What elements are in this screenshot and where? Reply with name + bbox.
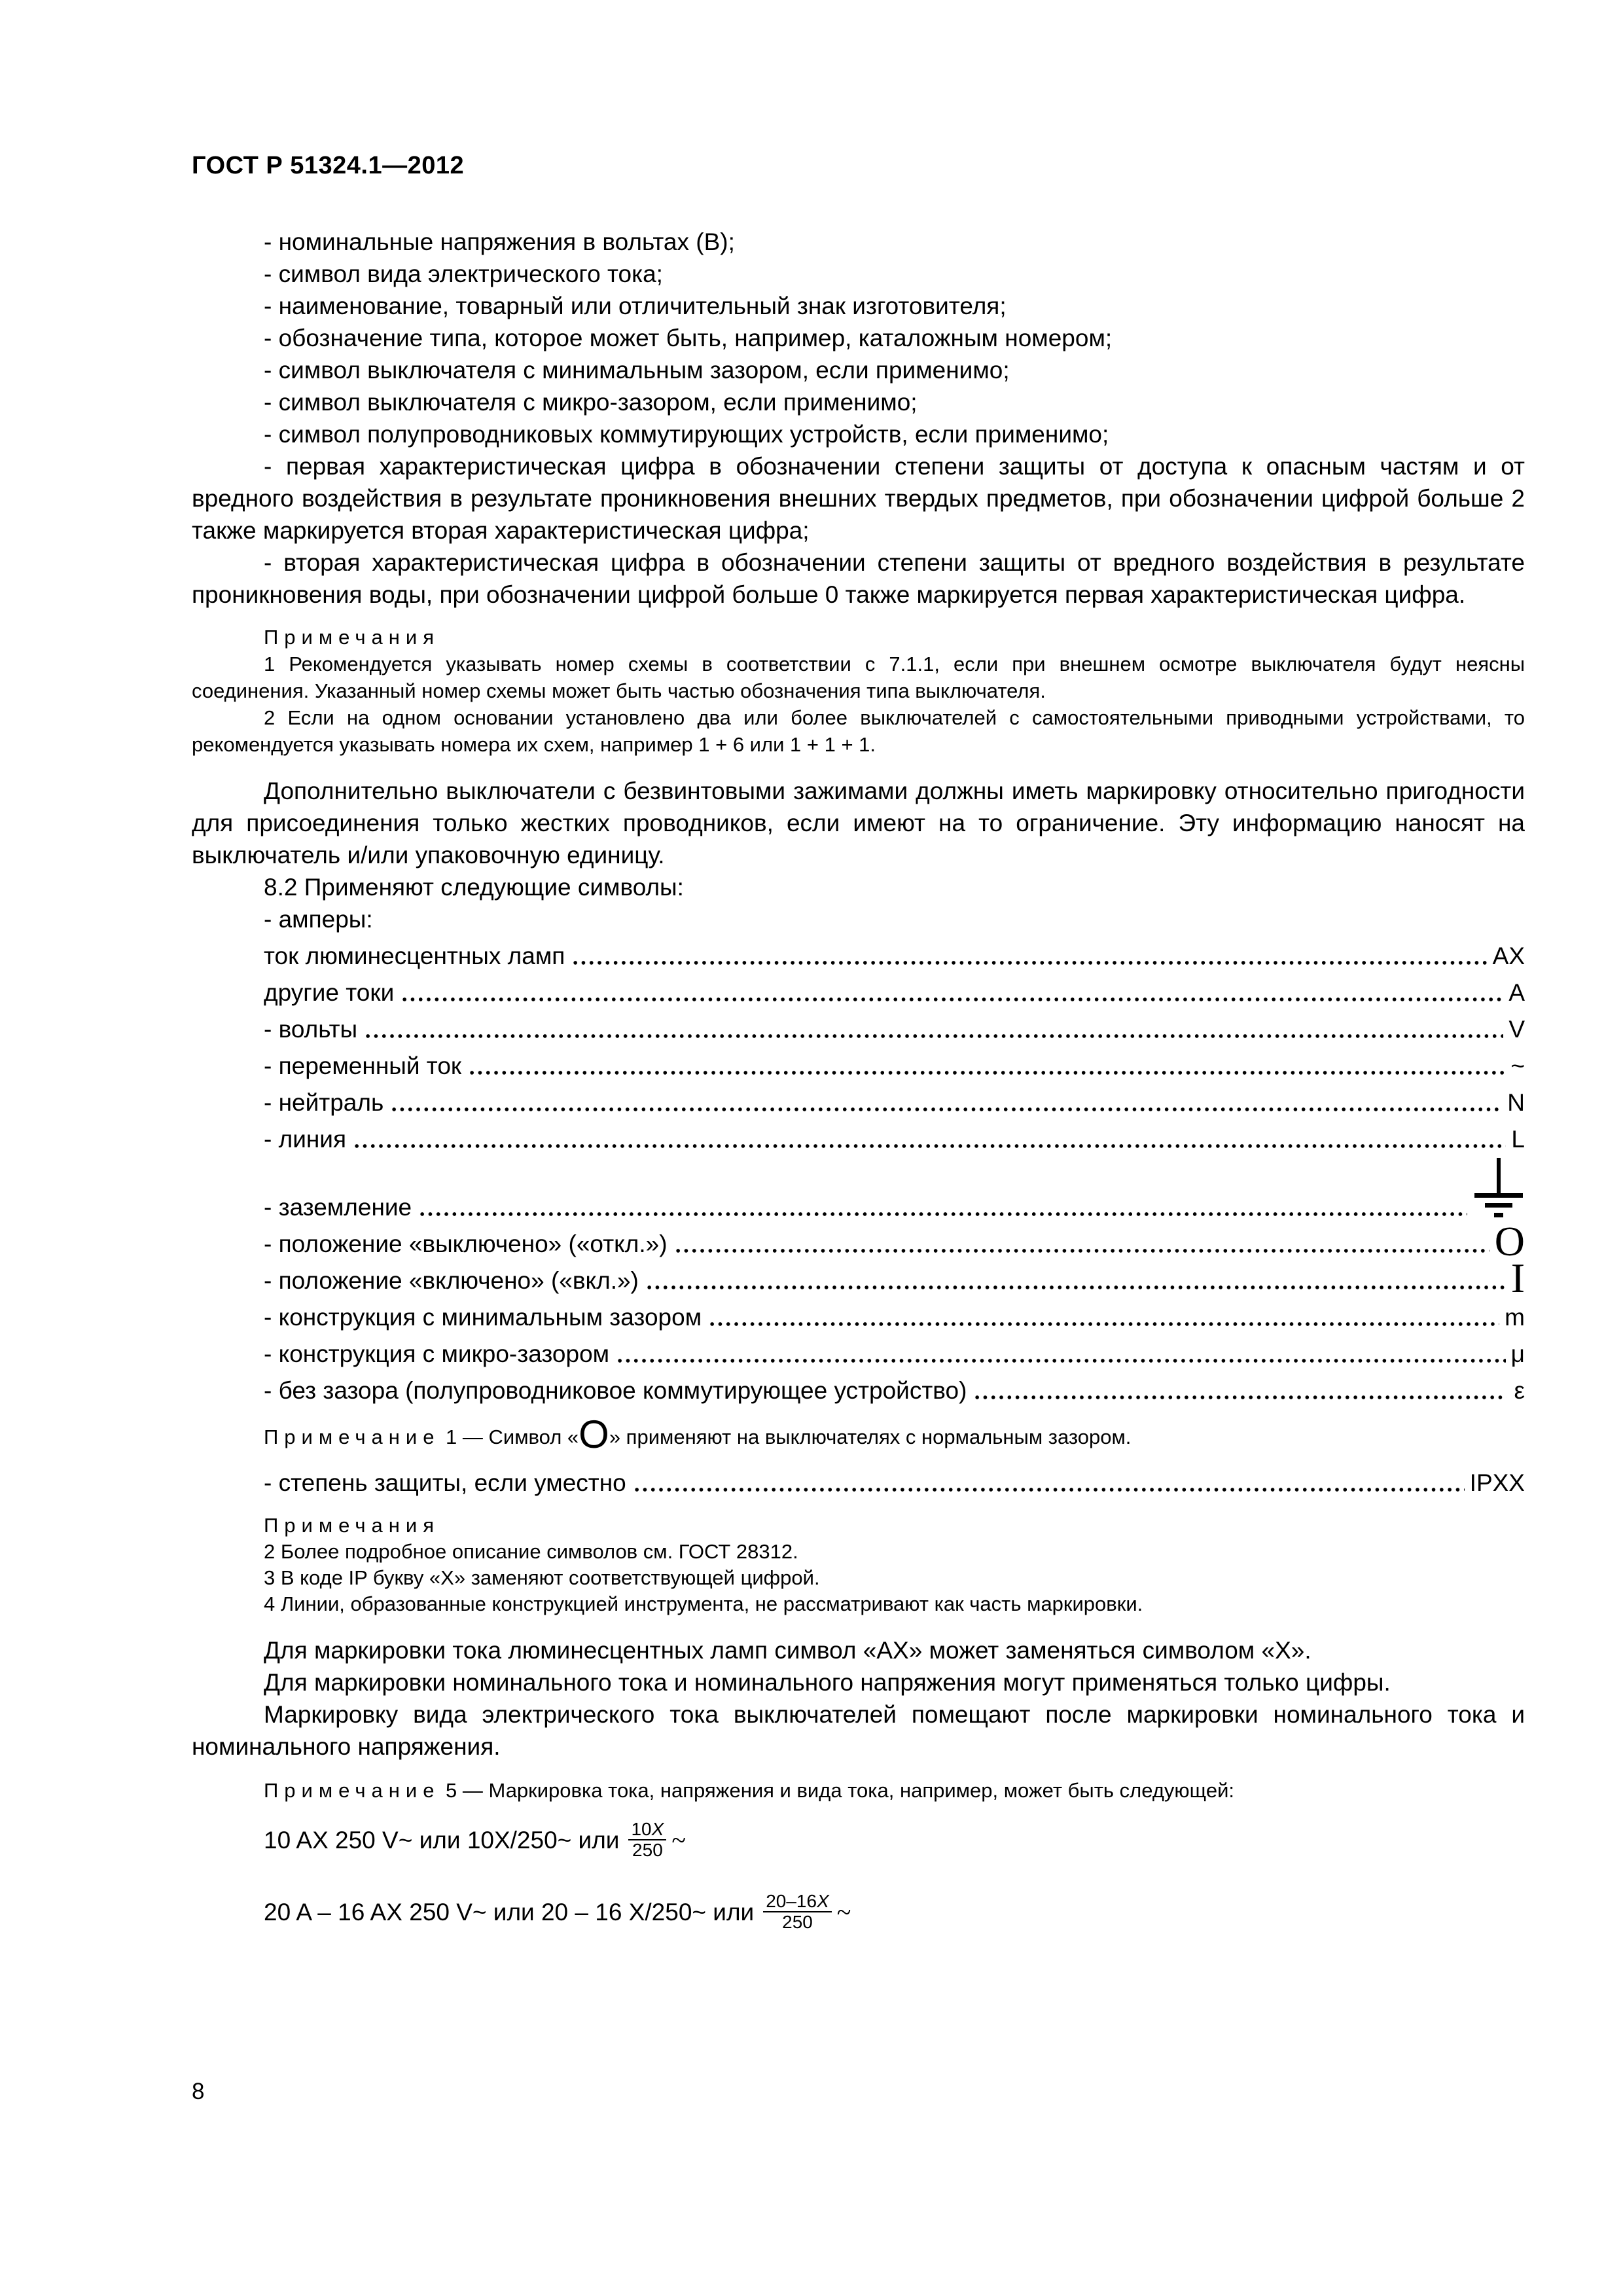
dot-leader: [973, 1395, 1507, 1399]
fraction: [763, 1892, 832, 1932]
amperes-label: - амперы:: [264, 906, 373, 933]
dot-leader: [353, 1144, 1506, 1148]
symbol-label: - конструкция с минимальным зазором: [264, 1304, 702, 1331]
note-1-symbol: O: [579, 1412, 609, 1456]
symbol-label: - вольты: [264, 1016, 358, 1043]
symbol-label: - конструкция с микро-зазором: [264, 1340, 610, 1367]
formula-example: [192, 1804, 1525, 1876]
paragraph-first-digit: - первая характеристическая цифра в обозначении степени защиты от доступа к опасным частям и от вредного воздействия в результате проникновения внешних твердых предметов, при обозначении цифрой больше 2 также маркируется вторая характеристическая цифра;: [192, 453, 1525, 544]
paragraph-digits-only: Для маркировки номинального тока и номинального напряжения могут применяться только цифры.: [264, 1669, 1391, 1696]
note-item: 2 Более подробное описание символов см. ГОСТ 28312.: [264, 1540, 798, 1563]
symbol-row: [192, 1082, 1525, 1119]
notes-heading: Примечания: [264, 1514, 440, 1537]
symbol-value: m: [1505, 1304, 1525, 1331]
symbol-row: [192, 1370, 1525, 1407]
list-item: - символ выключателя с минимальным зазором, если применимо;: [264, 357, 1010, 384]
fraction-variable: X: [651, 1819, 664, 1839]
symbol-label: - положение «выключено» («откл.»): [264, 1230, 668, 1257]
alternating-current-symbol: ~: [836, 1897, 851, 1927]
list-item: - символ вида электрического тока;: [264, 260, 663, 287]
note-item: 1 Рекомендуется указывать номер схемы в соответствии с 7.1.1, если при внешнем осмотре выключателя будут неясны соединения. Указанный номер схемы может быть частью обозначения типа выключателя.: [192, 653, 1525, 702]
notes-heading: Примечания: [264, 626, 440, 649]
dot-leader: [633, 1488, 1465, 1492]
symbol-value: V: [1508, 1016, 1525, 1043]
fraction: [628, 1820, 666, 1860]
dot-leader: [645, 1285, 1506, 1289]
paragraph-current-kind: Маркировку вида электрического тока выключателей помещают после маркировки номинального тока и номинального напряжения.: [192, 1701, 1525, 1760]
symbol-value: μ: [1510, 1340, 1525, 1367]
symbol-label: - линия: [264, 1126, 346, 1153]
note-5-prefix: Примечание: [264, 1779, 440, 1802]
page-body: [192, 226, 1525, 1948]
paragraph-ax-replace: Для маркировки тока люминесцентных ламп символ «AX» может заменяться символом «X».: [264, 1637, 1311, 1664]
symbol-value: AX: [1492, 942, 1525, 969]
symbol-row: [192, 1045, 1525, 1082]
dot-leader: [616, 1359, 1506, 1363]
note-item: 2 Если на одном основании установлено два или более выключателей с самостоятельными приводными устройствами, то рекомендуется указывать номера их схем, например 1 + 6 или 1 + 1 + 1.: [192, 706, 1525, 756]
paragraph-screwless: Дополнительно выключатели с безвинтовыми зажимами должны иметь маркировку относительно пригодности для присоединения только жестких проводников, если имеют на то ограничение. Эту информацию наносят на выключатель и/или упаковочную единицу.: [192, 778, 1525, 869]
dot-leader: [390, 1107, 1502, 1111]
document-header: ГОСТ Р 51324.1—2012: [192, 152, 465, 179]
symbol-label: - степень защиты, если уместно: [264, 1469, 626, 1496]
dot-leader: [674, 1249, 1489, 1253]
symbol-label: - нейтраль: [264, 1089, 384, 1116]
symbol-row: [192, 1218, 1525, 1265]
symbol-value: N: [1507, 1089, 1525, 1116]
symbol-row: [192, 1119, 1525, 1155]
symbol-value: A: [1508, 979, 1525, 1006]
symbol-value: L: [1511, 1126, 1525, 1153]
fraction-variable: X: [817, 1891, 829, 1911]
symbol-value: ε: [1514, 1377, 1525, 1404]
fraction-numerator: 10: [631, 1819, 652, 1839]
page-number: 8: [192, 2079, 205, 2104]
protection-degree-row: [192, 1462, 1525, 1499]
paragraph-second-digit: - вторая характеристическая цифра в обозначении степени защиты от вредного воздействия в результате проникновения воды, при обозначении цифрой больше 0 также маркируется первая характеристическая цифра.: [192, 549, 1525, 608]
symbol-row: [192, 972, 1525, 1009]
note-1: [192, 1412, 1525, 1456]
dot-leader: [571, 961, 1487, 965]
formula-text: 20 A – 16 AX 250 V~ или 20 – 16 X/250~ или: [264, 1898, 755, 1926]
symbol-label: ток люминесцентных ламп: [264, 942, 565, 969]
symbol-label: - положение «включено» («вкл.»): [264, 1267, 639, 1294]
note-5: [192, 1777, 1525, 1804]
formula-example: [192, 1876, 1525, 1948]
section-heading-8-2: 8.2 Применяют следующие символы:: [264, 874, 684, 901]
note-item: 3 В коде IP букву «X» заменяют соответствующей цифрой.: [264, 1566, 820, 1589]
symbol-row: [192, 935, 1525, 972]
symbol-row: [192, 1255, 1525, 1301]
symbol-value: ~: [1510, 1052, 1525, 1079]
off-position-symbol: O: [1494, 1218, 1525, 1265]
symbol-row: [192, 1155, 1525, 1223]
fraction-denominator: 250: [632, 1840, 663, 1860]
alternating-current-symbol: ~: [671, 1825, 686, 1855]
note-1-text: » применяют на выключателях с нормальным зазором.: [609, 1426, 1132, 1448]
formula-text: 10 AX 250 V~ или 10X/250~ или: [264, 1826, 620, 1854]
list-item: - обозначение типа, которое может быть, например, каталожным номером;: [264, 325, 1113, 351]
symbol-value: IPXX: [1469, 1469, 1525, 1496]
note-1-prefix: Примечание: [264, 1426, 440, 1448]
symbol-label: - без зазора (полупроводниковое коммутирующее устройство): [264, 1377, 967, 1404]
dot-leader: [708, 1322, 1499, 1326]
symbol-label: - заземление: [264, 1194, 412, 1221]
symbols-table: [192, 935, 1525, 1407]
symbol-label: - переменный ток: [264, 1052, 462, 1079]
note-item: 4 Линии, образованные конструкцией инструмента, не рассматривают как часть маркировки.: [264, 1592, 1143, 1615]
symbol-row: [192, 1297, 1525, 1333]
list-item: - наименование, товарный или отличительный знак изготовителя;: [264, 293, 1007, 319]
on-position-symbol: I: [1510, 1255, 1525, 1301]
symbol-label: другие токи: [264, 979, 395, 1006]
fraction-numerator: 20–16: [766, 1891, 817, 1911]
note-1-number: 1 — Символ «: [440, 1426, 579, 1448]
dot-leader: [418, 1212, 1467, 1216]
symbol-row: [192, 1333, 1525, 1370]
list-item: - символ выключателя с микро-зазором, если применимо;: [264, 389, 918, 416]
note-5-text: 5 — Маркировка тока, напряжения и вида тока, например, может быть следующей:: [440, 1779, 1234, 1802]
dot-leader: [401, 997, 1503, 1001]
list-item: - номинальные напряжения в вольтах (В);: [264, 228, 735, 255]
symbol-row: [192, 1009, 1525, 1045]
dot-leader: [468, 1071, 1505, 1075]
earth-ground-icon: [1472, 1158, 1525, 1223]
list-item: - символ полупроводниковых коммутирующих устройств, если применимо;: [264, 421, 1109, 448]
dot-leader: [364, 1034, 1503, 1038]
fraction-denominator: 250: [782, 1912, 813, 1932]
